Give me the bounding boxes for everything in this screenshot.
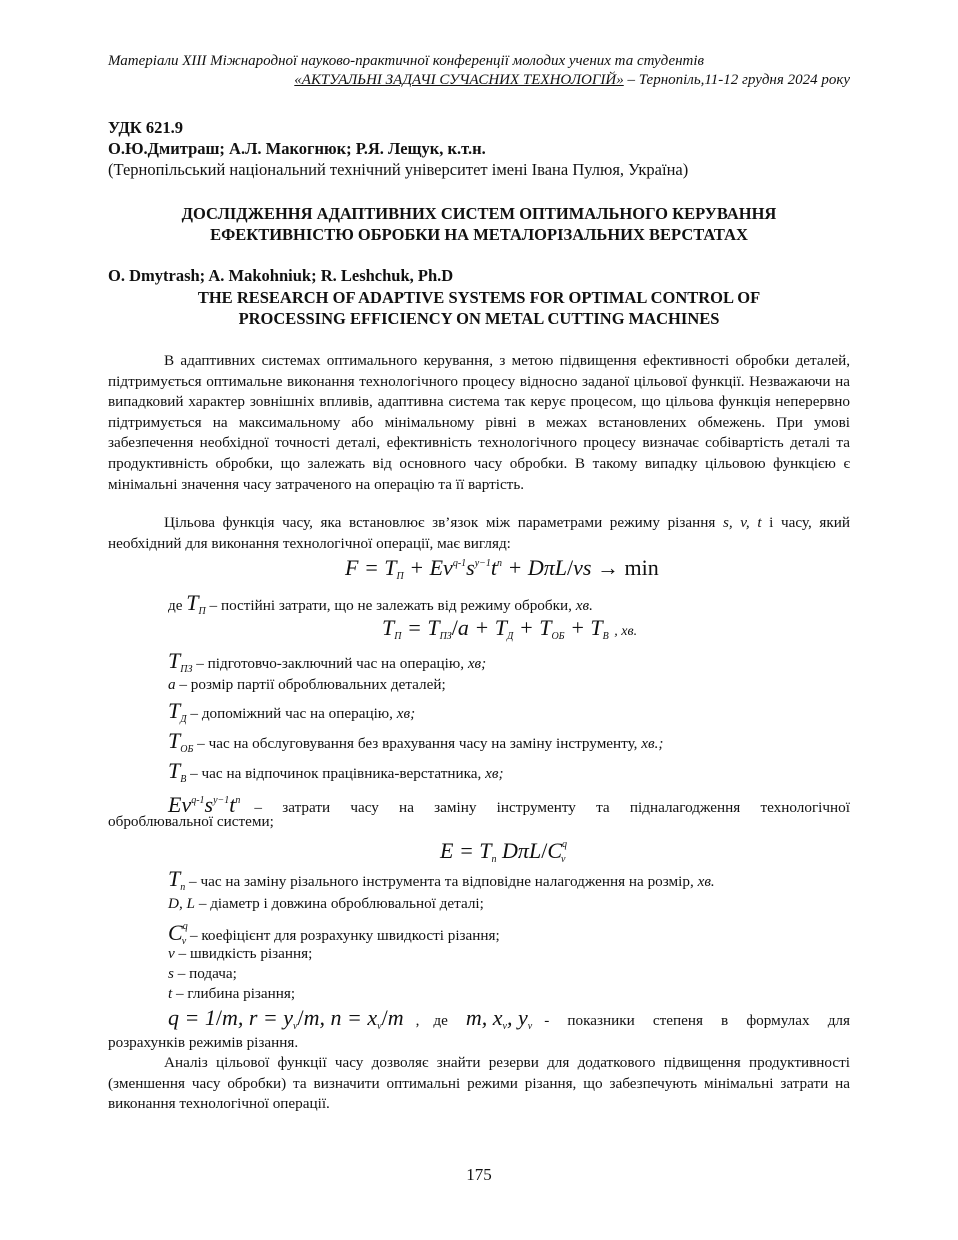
def-ev-line2: оброблювальної системи; — [108, 813, 274, 830]
def-prefix-de: де — [168, 597, 183, 614]
paragraph-conclusion-text: Аналіз цільової функції часу дозволяє знайти резерви для додаткового підвищення продуктивності (зменшення часу обробки) та визначити оптимальні режими різання, що забезпечують мінімальні затрати на виконання технологічної операції. — [108, 1054, 850, 1113]
conference-header-line1: Матеріали XIII Міжнародної науково-практичної конференції молодих учених та студентів — [108, 53, 705, 69]
def-tv-unit: хв; — [485, 765, 504, 782]
equation-e: $E = T_n$ DπL/$C^q_v$ — [440, 838, 567, 865]
conference-place-date: – Тернопіль,11-12 грудня 2024 року — [623, 72, 850, 88]
def-exponents-line2: розрахунків режимів різання. — [108, 1034, 299, 1051]
def-tob-unit: хв.; — [641, 735, 664, 752]
def-cv-text: – коефіцієнт для розрахунку швидкості різання; — [186, 927, 500, 944]
def-tpz-text: – підготовчо-заключний час на операцію, — [192, 655, 468, 672]
udc-code: УДК 621.9 — [108, 118, 184, 137]
equation-exponents: q = 1/m, $r = y_v/m$, $n = x_v/m$ — [168, 1005, 404, 1032]
symbol-s: s — [168, 965, 174, 982]
title-en-line1: THE RESEARCH OF ADAPTIVE SYSTEMS FOR OPTIMAL CONTROL OF — [197, 288, 761, 307]
def-s-line — [108, 964, 850, 984]
paragraph-intro — [108, 351, 850, 495]
def-dl-line — [108, 894, 850, 914]
def-a-text: – розмір партії оброблювальних деталей; — [175, 676, 446, 693]
conference-header-line2 — [108, 71, 850, 90]
equation-min: min — [624, 555, 659, 580]
paragraph-objective-text — [108, 513, 850, 554]
symbol-tn: $T_n$ — [168, 866, 186, 893]
def-td-unit: хв; — [396, 705, 416, 722]
conference-name: «АКТУАЛЬНІ ЗАДАЧІ СУЧАСНИХ ТЕХНОЛОГІЙ» — [294, 72, 624, 88]
symbol-cv: $C^q_v$ — [168, 920, 188, 947]
affiliation: (Тернопільський національний технічний університет імені Івана Пулюя, Україна) — [108, 160, 689, 179]
para2-before: Цільова функція часу, яка встановлює зв’язок між параметрами режиму різання — [164, 514, 723, 531]
def-tpz-unit: хв; — [467, 655, 487, 672]
symbol-ev: $Ev^{q-1}s^{y-1}t^n$ — [168, 792, 241, 817]
page-number: 175 — [466, 1165, 492, 1184]
symbol-tpz: $T_{ПЗ}$ — [168, 648, 193, 675]
symbol-td: $T_Д$ — [168, 698, 187, 725]
para2-vars: s, v, t — [722, 514, 762, 531]
symbol-tob: $T_{ОБ}$ — [168, 728, 194, 755]
symbol-a: а — [168, 676, 176, 693]
def-a-line — [108, 675, 850, 695]
def-v-text: – швидкість різання; — [174, 945, 313, 962]
def-dl-text: – діаметр і довжина оброблювальної деталі; — [195, 895, 484, 912]
def-s-text: – подача; — [173, 965, 237, 982]
def-tn-unit: хв. — [697, 873, 715, 890]
symbol-t: t — [168, 985, 173, 1002]
def-td-text: – допоміжний час на операцію, — [186, 705, 397, 722]
def-tp-text: – постійні затрати, що не залежать від режиму обробки, — [205, 597, 576, 614]
authors-ua: О.Ю.Дмитраш; А.Л. Макогнюк; Р.Я. Лещук, к.т.н. — [108, 139, 486, 158]
symbol-v: v — [168, 945, 175, 962]
def-t-line — [108, 984, 850, 1004]
authors-en: O. Dmytrash; A. Makohniuk; R. Leshchuk, Ph.D — [108, 266, 454, 285]
symbol-tv: $T_В$ — [168, 758, 187, 785]
def-tob-text: – час на обслуговування без врахування часу на заміну інструменту, — [193, 735, 642, 752]
para2-after: і часу, який необхідний для виконання технологічної операції, має вигляд: — [108, 514, 850, 552]
def-t-text: – глибина різання; — [172, 985, 296, 1002]
symbol-dl: D, L — [168, 895, 196, 912]
equation-tp-unit: , хв. — [614, 624, 638, 639]
def-v-line — [108, 944, 850, 964]
equation-constant-costs: $T_П = T_{ПЗ}/a + T_Д + T_{ОБ} + T_В$ , хв. — [382, 615, 638, 642]
def-exponents-line: q = 1/m, $r = y_v/m$, $n = x_v/m$ , де m, $x_v$, $y_v$ - показники степеня в формулах для — [108, 1004, 850, 1041]
paragraph-intro-text: В адаптивних системах оптимального керування, з метою підвищення ефективності обробки деталей, підтримується оптимальне виконання технологічного процесу відносно заданої цільової функції. Незважаючи на випадковий характер зовнішніх впливів, адаптивна система так керує процесом, що цільова функція неперервно підтримується на максимальному або мінімальному рівні в межах встановлених обмежень. При умові забезпечення необхідної точності деталі, ефективність технологічного процесу визначає собівартість деталі та продуктивність обробки, що залежать від основного часу обробки. В такому випадку цільовою функцією є мінімальні значення часу затраченого на операцію та її вартість. — [108, 352, 850, 493]
def-tp-unit: хв. — [575, 597, 593, 614]
paragraph-conclusion — [108, 1053, 850, 1115]
title-ua-line2: ЕФЕКТИВНІСТЮ ОБРОБКИ НА МЕТАЛОРІЗАЛЬНИХ ВЕРСТАТАХ — [210, 225, 748, 244]
def-exponents-text: - показники степеня в формулах для — [544, 1012, 850, 1029]
def-exponents-de: де — [433, 1012, 448, 1029]
equation-objective-function: $F = T_П + Ev^{q-1}s^{y-1}t^n + D\pi L/vs \to \min$ — [345, 555, 659, 582]
title-ua-line1: ДОСЛІДЖЕННЯ АДАПТИВНИХ СИСТЕМ ОПТИМАЛЬНОГО КЕРУВАННЯ — [181, 204, 777, 223]
symbol-m-xv-yv: m, $x_v$, $y_v$ — [465, 1005, 533, 1032]
def-tv-text: – час на відпочинок працівника-верстатника, — [186, 765, 486, 782]
title-en-line2: PROCESSING EFFICIENCY ON METAL CUTTING MACHINES — [238, 309, 720, 328]
symbol-tp: $T_П$ — [186, 590, 206, 617]
def-tn-text: – час на заміну різального інструмента та відповідне налагодження на розмір, — [185, 873, 698, 890]
paragraph-objective — [108, 513, 850, 554]
def-ev-text: – затрати часу на заміну інструменту та підналагодження технологічної — [254, 799, 850, 816]
